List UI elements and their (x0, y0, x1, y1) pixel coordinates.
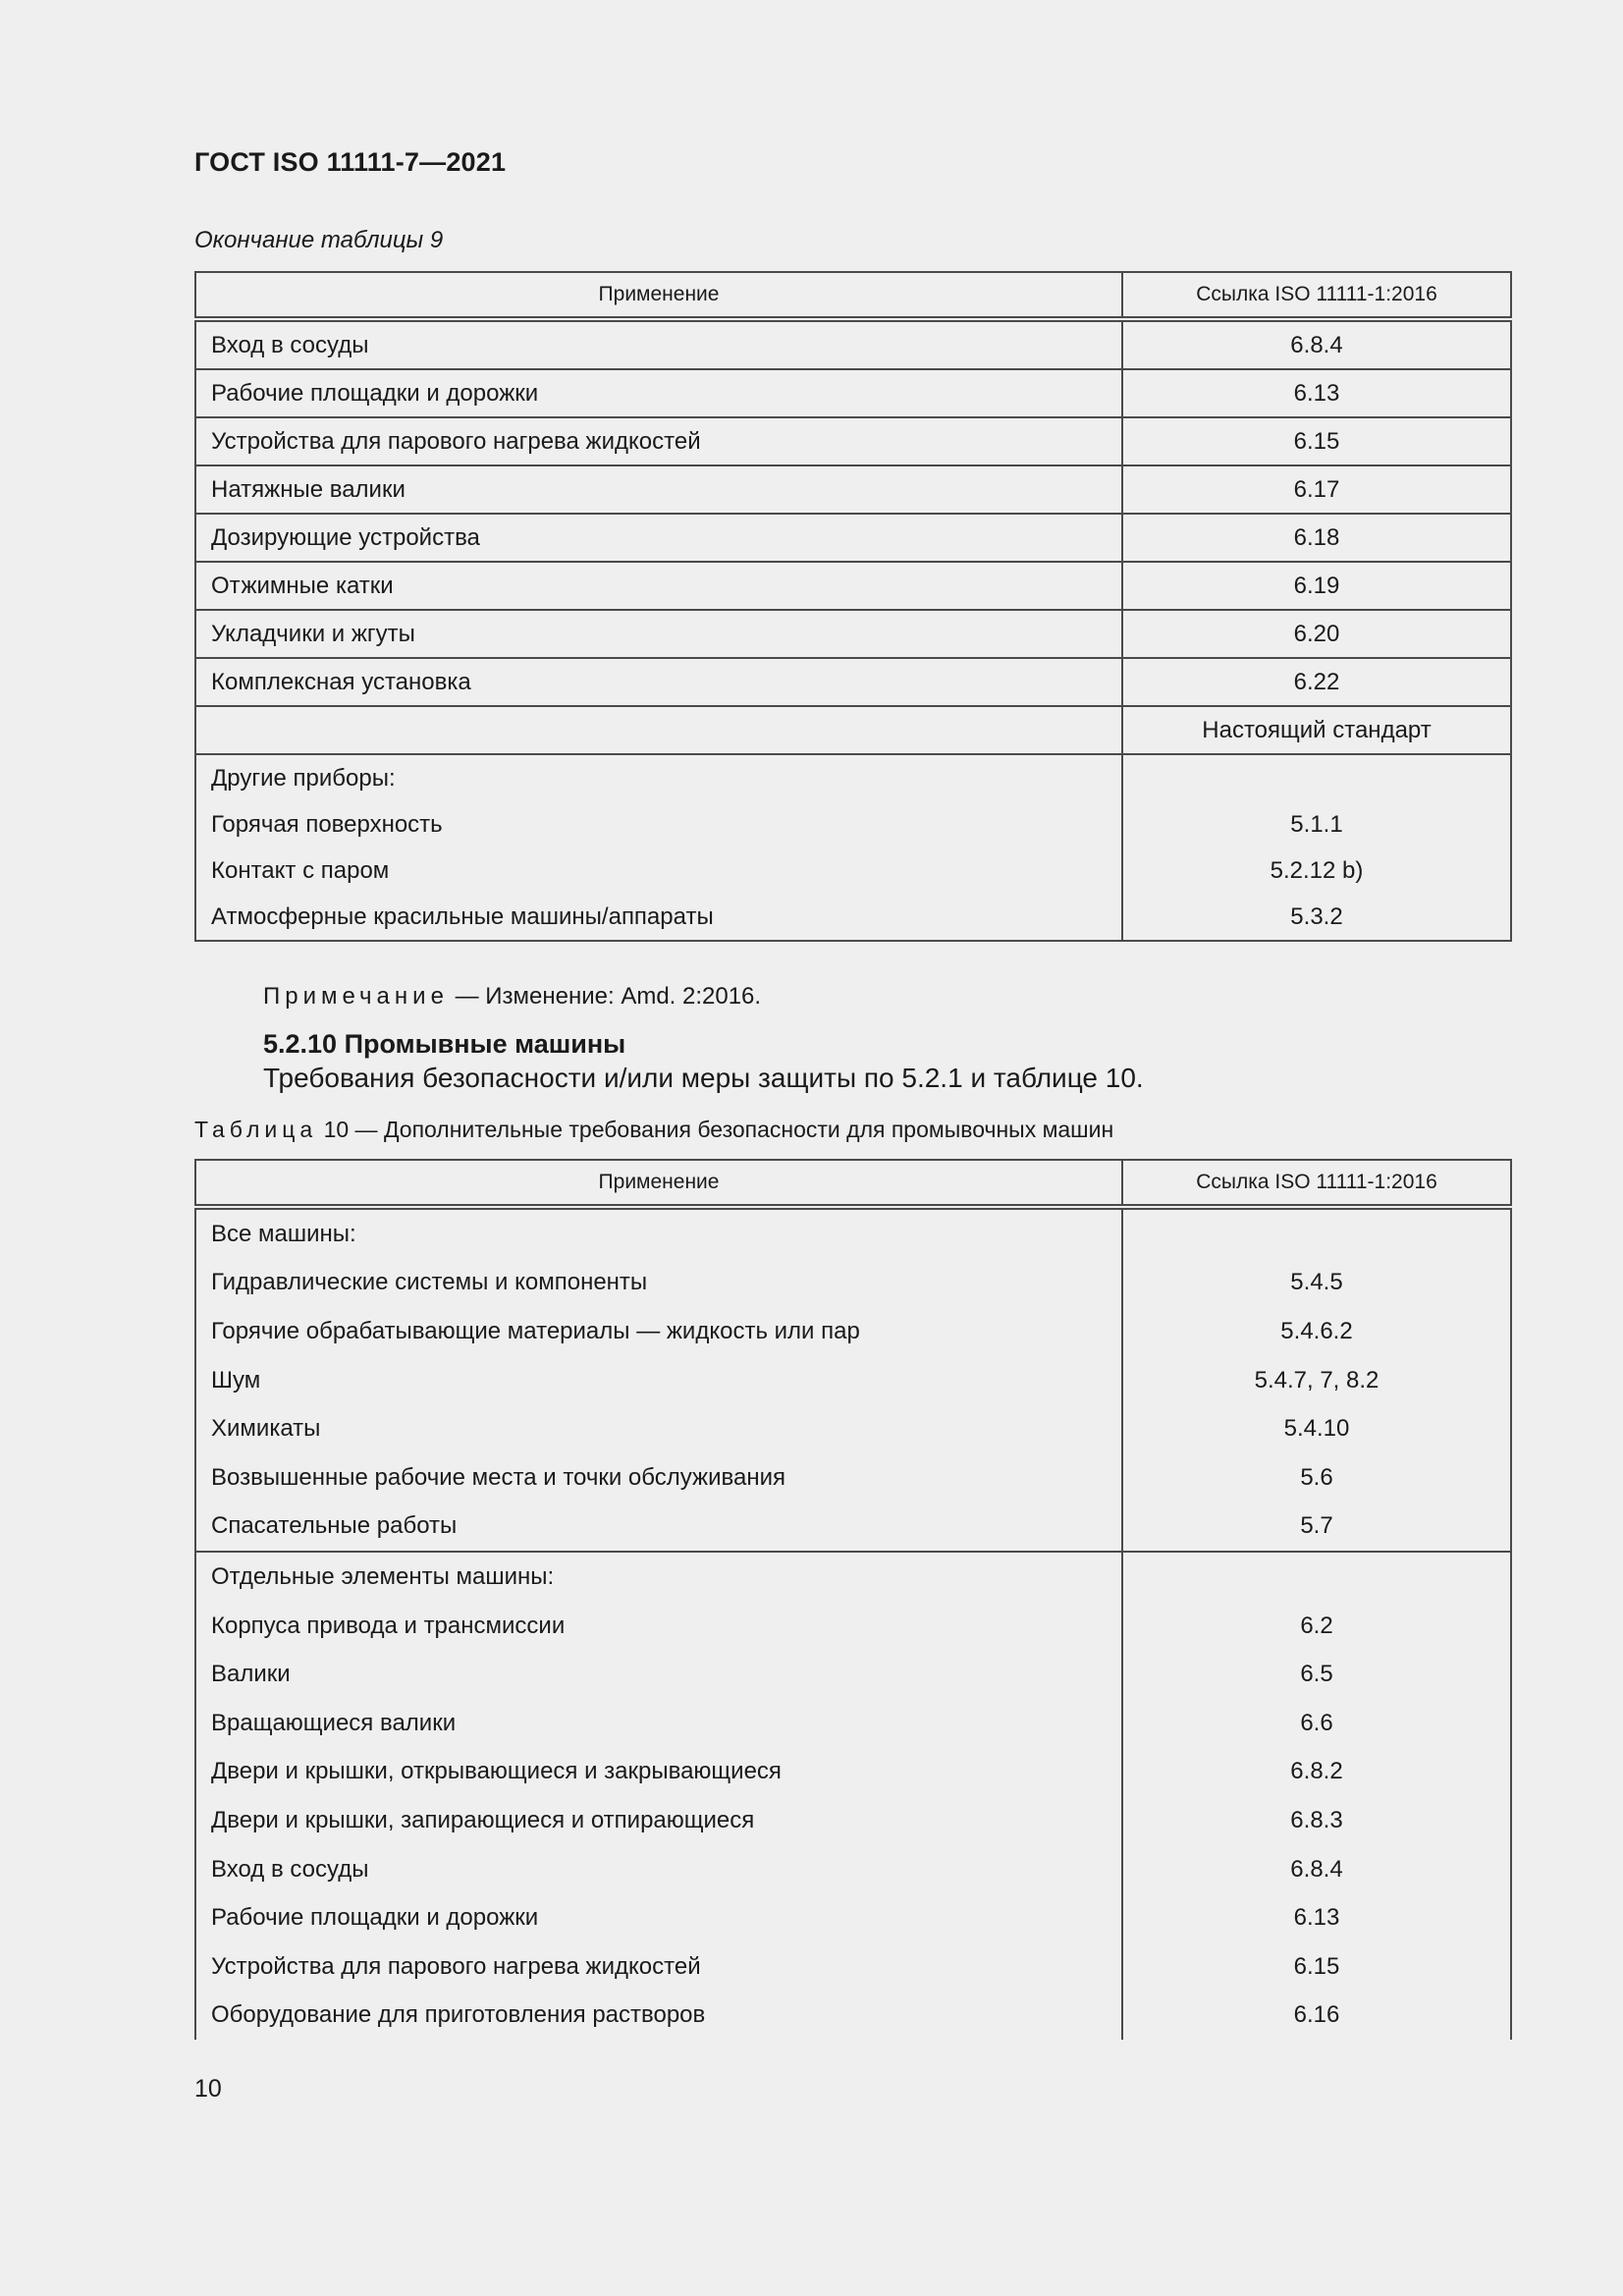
row-application: Двери и крышки, открывающиеся и закрывающиеся (195, 1748, 1122, 1797)
row-reference: 6.2 (1122, 1602, 1511, 1651)
row-application: Устройства для парового нагрева жидкостей (195, 417, 1122, 465)
document-header: ГОСТ ISO 11111-7—2021 (194, 147, 507, 177)
row-reference: Настоящий стандарт (1122, 706, 1511, 754)
row-reference: 6.8.2 (1122, 1748, 1511, 1797)
table-row (195, 514, 1511, 562)
row-reference: 6.8.4 (1122, 319, 1511, 369)
table-row (195, 1992, 1511, 2041)
row-application: Двери и крышки, запирающиеся и отпирающиеся (195, 1796, 1122, 1845)
table-row (195, 319, 1511, 369)
row-application: Контакт с паром (195, 847, 1122, 894)
note-dash: — (455, 983, 479, 1010)
row-reference-empty (1122, 754, 1511, 801)
table-group-heading-row (195, 1207, 1511, 1259)
row-reference: 6.8.3 (1122, 1796, 1511, 1845)
row-reference: 6.20 (1122, 610, 1511, 658)
row-reference: 5.4.6.2 (1122, 1307, 1511, 1356)
row-reference: 5.1.1 (1122, 801, 1511, 847)
row-application: Вход в сосуды (195, 1845, 1122, 1894)
row-reference: 6.6 (1122, 1699, 1511, 1748)
table-row (195, 1259, 1511, 1308)
row-reference: 5.4.5 (1122, 1259, 1511, 1308)
row-application: Устройства для парового нагрева жидкостей (195, 1942, 1122, 1992)
group-heading: Другие приборы: (195, 754, 1122, 801)
note-label: Примечание (263, 983, 449, 1010)
table-row (195, 1845, 1511, 1894)
row-application: Натяжные валики (195, 465, 1122, 514)
row-application: Химикаты (195, 1404, 1122, 1453)
table-row (195, 465, 1511, 514)
row-reference-empty (1122, 1552, 1511, 1602)
caption-word: Таблица (194, 1117, 318, 1142)
group-heading: Отдельные элементы машины: (195, 1552, 1122, 1602)
row-reference: 6.22 (1122, 658, 1511, 706)
column-header-application: Применение (195, 272, 1122, 319)
table-caption (194, 1117, 1113, 1143)
row-reference: 6.5 (1122, 1650, 1511, 1699)
row-reference: 5.6 (1122, 1453, 1511, 1503)
row-application: Гидравлические системы и компоненты (195, 1259, 1122, 1308)
group-heading: Все машины: (195, 1207, 1122, 1259)
table-header-row (195, 1160, 1511, 1207)
row-application: Комплексная установка (195, 658, 1122, 706)
row-application: Спасательные работы (195, 1503, 1122, 1553)
column-header-reference: Ссылка ISO 11111-1:2016 (1122, 272, 1511, 319)
row-reference: 5.4.7, 7, 8.2 (1122, 1356, 1511, 1405)
column-header-application: Применение (195, 1160, 1122, 1207)
row-reference: 6.15 (1122, 417, 1511, 465)
table-row (195, 1602, 1511, 1651)
table-9 (194, 271, 1512, 942)
table-row (195, 894, 1511, 941)
table-continuation-label: Окончание таблицы 9 (194, 227, 444, 253)
table-row (195, 1893, 1511, 1942)
row-reference: 6.18 (1122, 514, 1511, 562)
row-application: Корпуса привода и трансмиссии (195, 1602, 1122, 1651)
row-application: Рабочие площадки и дорожки (195, 1893, 1122, 1942)
row-reference: 5.4.10 (1122, 1404, 1511, 1453)
row-application: Укладчики и жгуты (195, 610, 1122, 658)
row-application: Шум (195, 1356, 1122, 1405)
table-row (195, 801, 1511, 847)
table-row (195, 1748, 1511, 1797)
table-row (195, 1404, 1511, 1453)
row-reference: 6.19 (1122, 562, 1511, 610)
row-application: Отжимные катки (195, 562, 1122, 610)
section-title: 5.2.10 Промывные машины (263, 1029, 626, 1059)
table-row (195, 369, 1511, 417)
caption-text: 10 — Дополнительные требования безопасности для промывочных машин (323, 1117, 1114, 1142)
row-application: Возвышенные рабочие места и точки обслуживания (195, 1453, 1122, 1503)
table-row (195, 1503, 1511, 1553)
row-application (195, 706, 1122, 754)
row-reference: 5.3.2 (1122, 894, 1511, 941)
row-application: Валики (195, 1650, 1122, 1699)
section-text: Требования безопасности и/или меры защиты по 5.2.1 и таблице 10. (263, 1063, 1144, 1093)
table-row (195, 1650, 1511, 1699)
row-reference: 6.15 (1122, 1942, 1511, 1992)
table-header-row (195, 272, 1511, 319)
note-text: Изменение: Amd. 2:2016. (485, 983, 762, 1010)
row-reference: 6.13 (1122, 369, 1511, 417)
row-application: Оборудование для приготовления растворов (195, 1992, 1122, 2041)
table-row (195, 1699, 1511, 1748)
table-row (195, 1307, 1511, 1356)
table-row (195, 706, 1511, 754)
table-row (195, 1453, 1511, 1503)
row-reference: 6.8.4 (1122, 1845, 1511, 1894)
row-application: Атмосферные красильные машины/аппараты (195, 894, 1122, 941)
row-reference: 5.2.12 b) (1122, 847, 1511, 894)
row-reference: 6.16 (1122, 1992, 1511, 2041)
table-group-heading-row (195, 754, 1511, 801)
row-reference: 6.17 (1122, 465, 1511, 514)
row-application: Горячая поверхность (195, 801, 1122, 847)
table-row (195, 658, 1511, 706)
table-row (195, 847, 1511, 894)
table-10 (194, 1159, 1512, 2040)
row-application: Рабочие площадки и дорожки (195, 369, 1122, 417)
row-reference-empty (1122, 1207, 1511, 1259)
row-application: Дозирующие устройства (195, 514, 1122, 562)
row-application: Горячие обрабатывающие материалы — жидкость или пар (195, 1307, 1122, 1356)
row-reference: 5.7 (1122, 1503, 1511, 1553)
table-row (195, 1796, 1511, 1845)
table-row (195, 1356, 1511, 1405)
table-note (263, 983, 761, 1011)
row-reference: 6.13 (1122, 1893, 1511, 1942)
table-row (195, 562, 1511, 610)
table-group-heading-row (195, 1552, 1511, 1602)
table-row (195, 1942, 1511, 1992)
table-row (195, 610, 1511, 658)
row-application: Вход в сосуды (195, 319, 1122, 369)
table-row (195, 417, 1511, 465)
row-application: Вращающиеся валики (195, 1699, 1122, 1748)
page-number: 10 (194, 2075, 222, 2103)
column-header-reference: Ссылка ISO 11111-1:2016 (1122, 1160, 1511, 1207)
